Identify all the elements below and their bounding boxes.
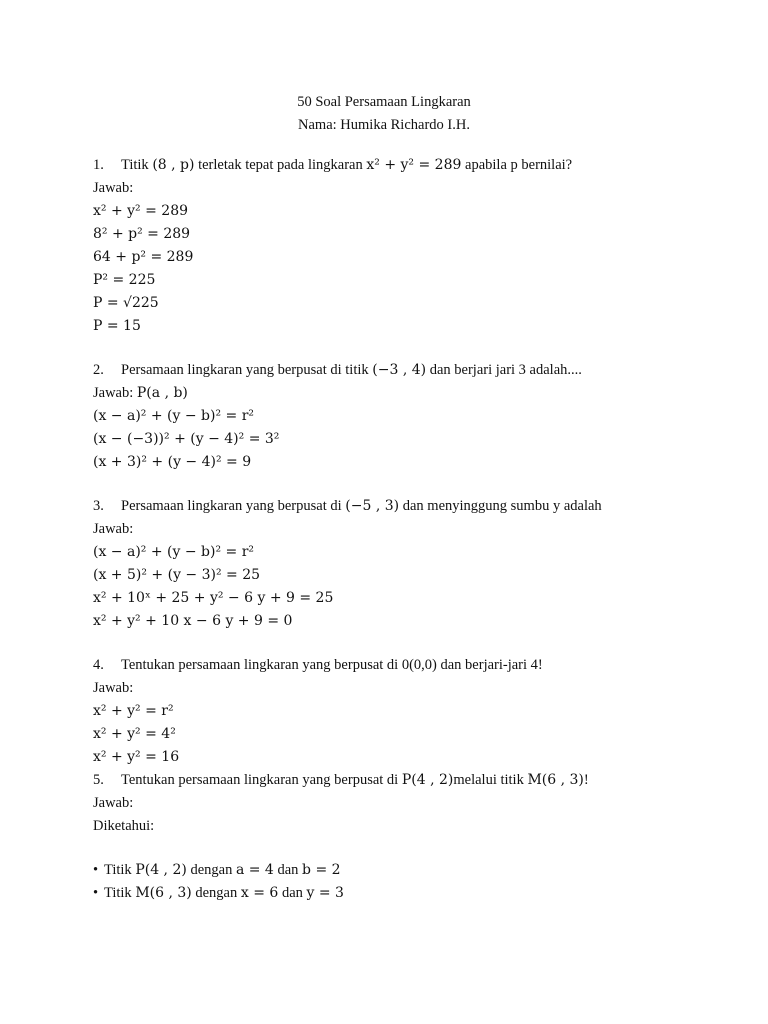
math-step: (x + 5)² + (y − 3)² = 25 [93, 567, 261, 583]
math-point: M(6 , 3) [527, 772, 584, 788]
math-value: b = 2 [302, 862, 341, 878]
answer-label: Jawab: [93, 680, 134, 696]
math-equation: x² + y² = 289 [366, 157, 462, 173]
bullet-text: dan [273, 862, 303, 878]
question-text: Titik [121, 157, 153, 173]
question-4 [93, 654, 733, 677]
math-step: P² = 225 [93, 272, 156, 288]
math-point: (−5 , 3) [345, 498, 400, 514]
question-number: 5. [93, 772, 104, 788]
question-text: melalui titik [453, 772, 528, 788]
bullet-icon: • [93, 885, 99, 901]
math-step: (x + 3)² + (y − 4)² = 9 [93, 454, 252, 470]
bullet-icon: • [93, 862, 99, 878]
bullet-text: dan [278, 885, 307, 901]
math-step: x² + y² = 289 [93, 203, 189, 219]
question-number: 1. [93, 157, 104, 173]
math-step: 8² + p² = 289 [93, 226, 191, 242]
math-step: x² + 10ˣ + 25 + y² − 6 y + 9 = 25 [93, 590, 334, 606]
answer-label [93, 382, 733, 405]
question-text: apabila p bernilai? [461, 157, 573, 173]
bullet-text: dengan [191, 885, 241, 901]
question-text: Tentukan persamaan lingkaran yang berpusat di [121, 772, 402, 788]
question-text: ! [583, 772, 589, 788]
question-2 [93, 359, 733, 382]
question-text: dan berjari jari 3 adalah.... [426, 362, 582, 378]
question-number: 2. [93, 362, 104, 378]
spacer [93, 474, 733, 495]
document-header [0, 91, 768, 137]
math-point: P(4 , 2) [401, 772, 454, 788]
document-title: 50 Soal Persamaan Lingkaran [297, 94, 471, 110]
math-point: P(4 , 2) [135, 862, 187, 878]
question-number: 4. [93, 657, 104, 673]
math-step: x² + y² + 10 x − 6 y + 9 = 0 [93, 613, 293, 629]
math-value: x = 6 [240, 885, 279, 901]
question-text: Tentukan persamaan lingkaran yang berpusat di 0(0,0) dan berjari-jari 4! [121, 657, 543, 673]
answer-label: Jawab: [93, 180, 134, 196]
math-step: x² + y² = 4² [93, 726, 176, 742]
question-number: 3. [93, 498, 104, 514]
math-step: (x − (−3))² + (y − 4)² = 3² [93, 431, 280, 447]
math-step: (x − a)² + (y − b)² = r² [93, 408, 255, 424]
answer-label-text: Jawab: [93, 385, 137, 401]
math-step: P = 15 [93, 318, 141, 334]
math-point: M(6 , 3) [135, 885, 192, 901]
known-label: Diketahui: [93, 818, 155, 834]
math-step: 64 + p² = 289 [93, 249, 194, 265]
bullet-item [93, 859, 733, 882]
spacer [93, 338, 733, 359]
math-value: y = 3 [306, 885, 344, 901]
math-step: (x − a)² + (y − b)² = r² [93, 544, 255, 560]
answer-label: Jawab: [93, 521, 134, 537]
question-3 [93, 495, 733, 518]
document-body [93, 154, 733, 905]
math-step: x² + y² = r² [93, 703, 174, 719]
bullet-text: dengan [186, 862, 236, 878]
bullet-text: Titik [104, 862, 136, 878]
math-step: P = √225 [93, 295, 159, 311]
math-point: (−3 , 4) [372, 362, 427, 378]
answer-label: Jawab: [93, 795, 134, 811]
question-text: dan menyinggung sumbu y adalah [399, 498, 602, 514]
author-name: Nama: Humika Richardo I.H. [298, 117, 470, 133]
spacer [93, 633, 733, 654]
question-1 [93, 154, 733, 177]
math-value: a = 4 [235, 862, 274, 878]
question-text: Persamaan lingkaran yang berpusat di titik [121, 362, 373, 378]
bullet-item [93, 882, 733, 905]
spacer [93, 838, 733, 859]
math-point: (8 , p) [152, 157, 195, 173]
bullet-text: Titik [104, 885, 136, 901]
math-point: P(a , b) [136, 385, 188, 401]
question-text: terletak tepat pada lingkaran [194, 157, 367, 173]
question-5 [93, 769, 733, 792]
question-text: Persamaan lingkaran yang berpusat di [121, 498, 346, 514]
math-step: x² + y² = 16 [93, 749, 180, 765]
